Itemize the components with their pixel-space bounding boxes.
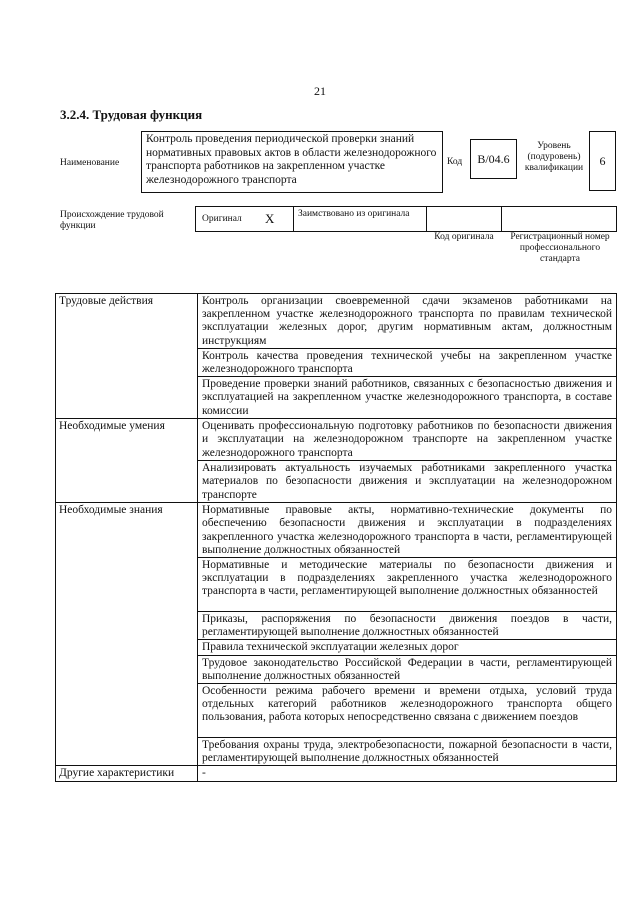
- knowledge-item: Правила технической эксплуатации железных дорог: [198, 640, 617, 655]
- row-label-knowledge: Необходимые знания: [56, 503, 198, 766]
- name-value-box: [141, 131, 443, 193]
- original-code-label: Код оригинала: [434, 232, 494, 242]
- code-value-box: [470, 139, 517, 179]
- original-mark: X: [265, 211, 275, 226]
- table-row: [56, 503, 617, 558]
- labor-action-item: Проведение проверки знаний работников, связанных с безопасностью движения и эксплуатацией на закрепленном участке железнодорожного транспорта, в составе комиссии: [198, 377, 617, 419]
- section-title: 3.2.4. Трудовая функция: [60, 107, 203, 122]
- borrowed-label: Заимствовано из оригинала: [298, 209, 410, 219]
- row-label-skills: Необходимые умения: [56, 419, 198, 503]
- skill-item: Оценивать профессиональную подготовку работников по безопасности движения и эксплуатации на железнодорожном транспорте на закрепленном участке железнодорожного транспорта: [198, 419, 617, 461]
- reg-number-box: [501, 206, 617, 232]
- knowledge-item: Трудовое законодательство Российской Федерации в части, регламентирующей выполнение должностных обязанностей: [198, 655, 617, 683]
- table-row: [56, 766, 617, 781]
- page-number: 21: [314, 84, 326, 98]
- borrowed-box: [293, 206, 427, 232]
- level-value-box: [589, 131, 616, 191]
- knowledge-item: Приказы, распоряжения по безопасности движения поездов в части, регламентирующей выполнение должностных обязанностей: [198, 612, 617, 640]
- code-label: Код: [447, 157, 463, 167]
- table-row: [56, 419, 617, 461]
- row-label-labor-actions: Трудовые действия: [56, 294, 198, 419]
- labor-action-item: Контроль качества проведения технической учебы на закрепленном участке железнодорожного транспорта: [198, 348, 617, 376]
- original-box: [195, 206, 294, 232]
- knowledge-item: Нормативные правовые акты, нормативно-технические документы по обеспечению безопасности движения и эксплуатации в подразделениях закрепленного участка железнодорожного транспорта в части, регламентирующей выполнение должностных обязанностей: [198, 503, 617, 558]
- original-code-box: [426, 206, 502, 232]
- level-label: Уровень (подуровень) квалификации: [524, 141, 584, 173]
- name-value: Контроль проведения периодической проверки знаний нормативных правовых актов в области железнодорожного транспорта работников на закрепленном участке железнодорожного транспорта: [146, 133, 437, 186]
- origin-label: Происхождение трудовой функции: [60, 210, 164, 231]
- row-label-other: Другие характеристики: [56, 766, 198, 781]
- reg-number-label: Регистрационный номер профессионального стандарта: [510, 232, 610, 264]
- name-label: Наименование: [60, 158, 120, 168]
- original-label: Оригинал: [202, 214, 242, 224]
- other-value: -: [198, 766, 617, 781]
- skill-item: Анализировать актуальность изучаемых работниками закрепленного участка материалов по безопасности движения и эксплуатации на железнодорожном транспорте: [198, 461, 617, 503]
- knowledge-item: Требования охраны труда, электробезопасности, пожарной безопасности в части, регламентирующей выполнение должностных обязанностей: [198, 738, 617, 766]
- table-row: [56, 294, 617, 349]
- level-value: 6: [599, 153, 606, 168]
- knowledge-item: Особенности режима рабочего времени и времени отдыха, условий труда отдельных категорий работников железнодорожного транспорта общего пользования, работа которых непосредственно связана с движением поездов: [198, 684, 617, 738]
- labor-function-table: [55, 293, 617, 782]
- knowledge-item: Нормативные и методические материалы по безопасности движения и эксплуатации в подразделениях закрепленного участка железнодорожного транспорта в части, регламентирующей выполнение должностных обязанностей: [198, 558, 617, 612]
- code-value: В/04.6: [477, 151, 510, 166]
- labor-action-item: Контроль организации своевременной сдачи экзаменов работниками на закрепленном участке железнодорожного транспорта по правилам технической эксплуатации железных дорог, другим нормативным актам, должностным инструкциям: [198, 294, 617, 349]
